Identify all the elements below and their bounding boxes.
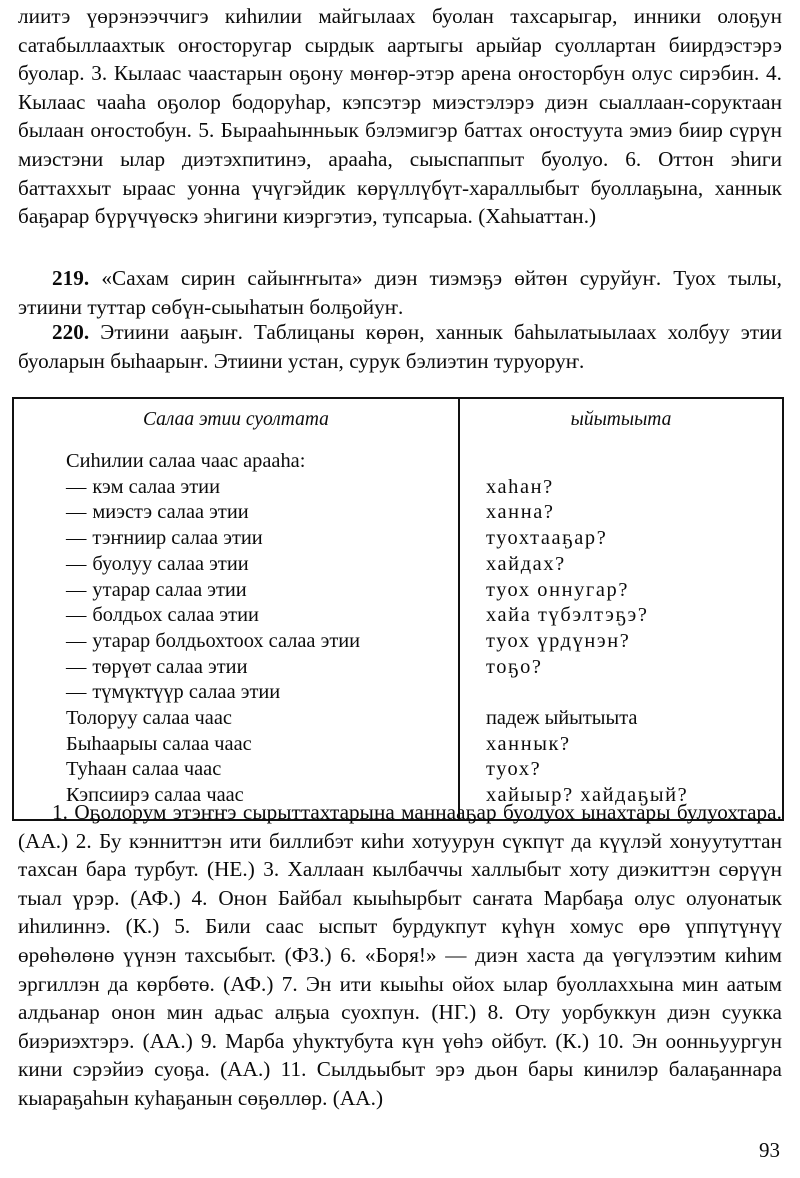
table-row-left-2 xyxy=(66,526,448,552)
table-row-left-label: түмүктүүр салаа этии xyxy=(92,681,281,704)
table-row-left-label: миэстэ салаа этии xyxy=(92,501,249,524)
table-row-left-label: утарар болдьохтоох салаа этии xyxy=(92,629,361,652)
table-row-right-4: туох оннугар? xyxy=(486,578,629,601)
table-row-left-label: буолуу салаа этии xyxy=(92,552,249,575)
table-row-right-6: туох үрдүнэн? xyxy=(486,629,631,652)
left-intro-line: Сиһилии салаа чаас арааһа: xyxy=(66,450,306,472)
table-row-right-11: туох? xyxy=(486,758,542,781)
table-row-right-12: хайыыр? хайдаҕый? xyxy=(486,784,689,807)
table-row-right-9: падеж ыйытыыта xyxy=(486,707,638,730)
table-row-left-3 xyxy=(66,552,448,578)
exercise-219 xyxy=(18,264,782,321)
table-row xyxy=(13,441,783,820)
table-head xyxy=(13,398,783,441)
table-row-left-10 xyxy=(66,732,448,758)
table-row-left-label: утарар салаа этии xyxy=(92,578,247,601)
table-row-left-label: Туһаан салаа чаас xyxy=(66,758,222,781)
right-item-list xyxy=(486,475,772,809)
table-row-left-label: төрүөт салаа этии xyxy=(92,655,248,678)
dash-bullet-icon: — xyxy=(66,501,87,524)
grammar-table xyxy=(12,397,784,821)
table-row-left-label: Кэпсиирэ салаа чаас xyxy=(66,784,244,807)
top-paragraph-block xyxy=(18,2,782,231)
exercise-220-number: 220. xyxy=(52,320,90,344)
exercise-219-paragraph xyxy=(18,264,782,321)
table-row-right-3: хайдах? xyxy=(486,552,566,575)
table-row-left-6 xyxy=(66,629,448,655)
table-row-right-5: хайа түбэлтэҕэ? xyxy=(486,604,649,627)
right-column-lines xyxy=(460,441,782,819)
table-row-left-1 xyxy=(66,500,448,526)
dash-bullet-icon: — xyxy=(66,475,87,498)
table-row-left-7 xyxy=(66,655,448,681)
grammar-table-wrapper xyxy=(12,397,782,821)
sentence-list-paragraph: 1. Оҕолорум этэҥҥэ сырыттахтарына маннааҕар буолуох ынахтары булуохтара. (АА.) 2. Бу кэнниттэн ити биллибэт киһи хотуурун сүкпүт да күүлэй хонуутуттан тахсан бара турбут. (НЕ.) 3. Халлаан кылбаччы халлыбыт хоту диэкиттэн сөрүүн тыал үрэр. (АФ.) 4. Онон Байбал кыыһырбыт саҥата Марбаҕа олус олуонатык иһилиннэ. (К.) 5. Били саас ыспыт бурдукпут күһүн хомус өрө үппүтүнүү өрөһөлөнө үүнэн тахсыбыт. (ФЗ.) 6. «Боря!» — диэн хаста да үөгүлээтим киһим эргиллэн да көрбөтө. (АФ.) 7. Эн ити кыыһы ойох ылар буоллаххына мин аатым алдьанар онон мин адьас алҕыа суохпун. (НГ.) 8. Оту уорбуккун диэн суукка биэриэхтэрэ. (АА.) 9. Марба уһуктубута күн үөһэ ойбут. (К.) 10. Эн оонньуургун кини сэрэйиэ суоҕа. (АА.) 11. Сылдьыбыт эрэ дьон бары кинилэр балаҕаннара кыараҕаһын куһаҕанын сөҕөллөр. (АА.) xyxy=(18,800,782,1110)
exercise-220-text: Этиини ааҕыҥ. Таблицаны көрөн, ханнык баһылатыылаах холбуу этии буоларын быһаарыҥ. Этиини устан, сурук бэлиэтин туруоруҥ. xyxy=(18,320,782,373)
table-cell-right xyxy=(459,441,783,820)
table-row-left-5 xyxy=(66,603,448,629)
table-row-left-label: тэҥниир салаа этии xyxy=(92,527,263,550)
right-spacer-line xyxy=(486,449,772,475)
table-row-left-9 xyxy=(66,706,448,732)
left-column-lines xyxy=(14,441,458,819)
continuation-paragraph: лиитэ үөрэнээччигэ киһилии майгылаах буолан тахсарыгар, инники олоҕун сатабыллаахтык оҥосторугар сырдык аартыгы арыйар суоллартан биирдэстэрэ буолар. 3. Кылаас чаастарын оҕону мөҥөр-этэр арена оҥосторбун олус сирэбин. 4. Кылаас чааһа оҕолор бодоруһар, кэпсэтэр миэстэлэрэ диэн сыаллаан-соруктаан былаан оҥостобун. 5. Бырааһынньык бэлэмигэр баттах оҥостуута эмиэ биир сүрүн миэстэни ылар диэтэхпитинэ, арааһа, сыыспаппыт буолуо. 6. Оттон эһиги баттаххыт ыраас уонна үчүгэйдик көрүллүбүт-хараллыбыт буоллаҕына, ханнык баҕарар бүрүчүөскэ эһигини киэргэтиэ, тупсарыа. (Хаһыаттан.) xyxy=(18,4,782,229)
table-row-right-8 xyxy=(486,680,772,706)
table-row-left-11 xyxy=(66,757,448,783)
dash-bullet-icon: — xyxy=(66,527,87,550)
dash-bullet-icon: — xyxy=(66,604,87,627)
table-header-row xyxy=(13,398,783,441)
dash-bullet-icon: — xyxy=(66,552,87,575)
left-item-list xyxy=(66,475,448,809)
page-number: 93 xyxy=(759,1138,780,1162)
table-row-left-0 xyxy=(66,475,448,501)
table-row-right-7: тоҕо? xyxy=(486,655,543,678)
table-row-right-2: туохтааҕар? xyxy=(486,527,608,550)
dash-bullet-icon: — xyxy=(66,655,87,678)
table-body xyxy=(13,441,783,820)
dash-bullet-icon: — xyxy=(66,578,87,601)
exercise-220 xyxy=(18,318,782,375)
exercise-219-text: «Сахам сирин сайыҥҥыта» диэн тиэмэҕэ өйтөн суруйуҥ. Туох тылы, этиини туттар сөбүн-сыыһатын болҕойуҥ. xyxy=(18,266,782,319)
table-header-left: Салаа этии суолтата xyxy=(13,398,459,441)
exercise-220-paragraph xyxy=(18,318,782,375)
table-header-right: ыйытыыта xyxy=(570,409,672,430)
table-row-left-label: кэм салаа этии xyxy=(92,475,220,498)
table-row-left-label: Толоруу салаа чаас xyxy=(66,707,232,730)
table-row-left-8 xyxy=(66,680,448,706)
table-cell-left xyxy=(13,441,459,820)
table-row-right-0: хаһан? xyxy=(486,475,554,498)
table-row-left-4 xyxy=(66,578,448,604)
exercise-219-number: 219. xyxy=(52,266,90,290)
dash-bullet-icon: — xyxy=(66,629,87,652)
table-row-right-10: ханнык? xyxy=(486,732,571,755)
table-row-left-label: Быһаарыы салаа чаас xyxy=(66,732,252,755)
table-row-right-1: ханна? xyxy=(486,501,555,524)
table-row-left-label: болдьох салаа этии xyxy=(92,604,259,627)
bottom-paragraph-block xyxy=(18,798,782,1113)
dash-bullet-icon: — xyxy=(66,681,87,704)
